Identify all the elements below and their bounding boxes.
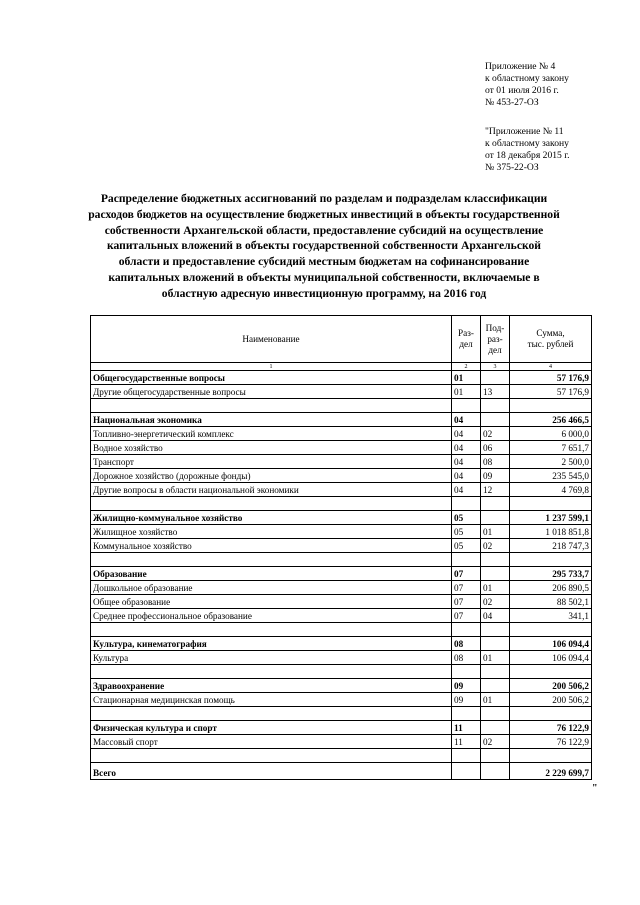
row-podrazdel-cell — [481, 371, 510, 385]
row-name-cell: Культура — [91, 651, 452, 665]
row-razdel-cell: 08 — [452, 651, 481, 665]
row-razdel-cell: 11 — [452, 721, 481, 735]
row-sum-cell: 256 466,5 — [510, 413, 592, 427]
table-row — [91, 693, 592, 707]
row-podrazdel-cell: 01 — [481, 651, 510, 665]
table-row — [91, 469, 592, 483]
row-name-cell: Другие вопросы в области национальной экономики — [91, 483, 452, 497]
row-name-cell: Другие общегосударственные вопросы — [91, 385, 452, 399]
row-razdel-cell: 04 — [452, 455, 481, 469]
table-row — [91, 581, 592, 595]
row-sum-cell: 295 733,7 — [510, 567, 592, 581]
row-sum-cell: 341,1 — [510, 609, 592, 623]
spacer-row — [91, 749, 592, 763]
row-razdel-cell: 07 — [452, 595, 481, 609]
section-row — [91, 679, 592, 693]
table-header-row — [91, 316, 592, 363]
row-razdel-cell: 04 — [452, 469, 481, 483]
row-sum-cell: 2 229 699,7 — [510, 763, 592, 780]
header-podrazdel: Под- раз- дел — [481, 316, 510, 363]
empty-cell — [481, 553, 510, 567]
table-row — [91, 385, 592, 399]
row-razdel-cell: 04 — [452, 483, 481, 497]
row-razdel-cell: 07 — [452, 581, 481, 595]
row-podrazdel-cell — [481, 679, 510, 693]
column-number-row — [91, 363, 592, 371]
spacer-row — [91, 399, 592, 413]
empty-cell — [91, 665, 452, 679]
col-number: 1 — [91, 363, 452, 371]
row-podrazdel-cell: 01 — [481, 693, 510, 707]
row-sum-cell: 200 506,2 — [510, 679, 592, 693]
row-name-cell: Транспорт — [91, 455, 452, 469]
empty-cell — [481, 707, 510, 721]
empty-cell — [452, 497, 481, 511]
row-sum-cell: 106 094,4 — [510, 651, 592, 665]
spacer-row — [91, 553, 592, 567]
spacer-row — [91, 497, 592, 511]
row-podrazdel-cell: 09 — [481, 469, 510, 483]
table-row — [91, 525, 592, 539]
col-number: 2 — [452, 363, 481, 371]
section-row — [91, 511, 592, 525]
row-sum-cell: 76 122,9 — [510, 735, 592, 749]
table-row — [91, 539, 592, 553]
row-name-cell: Массовый спорт — [91, 735, 452, 749]
row-podrazdel-cell — [481, 567, 510, 581]
empty-cell — [481, 665, 510, 679]
empty-cell — [452, 553, 481, 567]
table-row — [91, 609, 592, 623]
row-razdel-cell: 05 — [452, 511, 481, 525]
row-name-cell: Образование — [91, 567, 452, 581]
empty-cell — [510, 623, 592, 637]
empty-cell — [510, 553, 592, 567]
row-razdel-cell: 09 — [452, 693, 481, 707]
row-razdel-cell: 05 — [452, 539, 481, 553]
header-razdel: Раз- дел — [452, 316, 481, 363]
empty-cell — [91, 553, 452, 567]
empty-cell — [481, 623, 510, 637]
section-row — [91, 413, 592, 427]
appendix-line: к областному закону — [485, 73, 569, 84]
section-row — [91, 371, 592, 385]
row-name-cell: Физическая культура и спорт — [91, 721, 452, 735]
table-row — [91, 651, 592, 665]
empty-cell — [452, 749, 481, 763]
row-name-cell: Стационарная медицинская помощь — [91, 693, 452, 707]
row-name-cell: Здравоохранение — [91, 679, 452, 693]
row-razdel-cell: 11 — [452, 735, 481, 749]
row-razdel-cell: 09 — [452, 679, 481, 693]
empty-cell — [481, 399, 510, 413]
row-razdel-cell: 07 — [452, 609, 481, 623]
empty-cell — [91, 749, 452, 763]
header-sum: Сумма, тыс. рублей — [510, 316, 592, 363]
empty-cell — [481, 497, 510, 511]
total-row — [91, 763, 592, 780]
row-razdel-cell: 05 — [452, 525, 481, 539]
appendix-line: № 453-27-ОЗ — [485, 97, 539, 108]
row-name-cell: Дорожное хозяйство (дорожные фонды) — [91, 469, 452, 483]
empty-cell — [452, 707, 481, 721]
row-podrazdel-cell: 02 — [481, 427, 510, 441]
row-podrazdel-cell: 04 — [481, 609, 510, 623]
appendix-line: от 18 декабря 2015 г. — [485, 150, 570, 161]
header-name: Наименование — [91, 316, 452, 363]
section-row — [91, 637, 592, 651]
row-podrazdel-cell: 02 — [481, 735, 510, 749]
row-name-cell: Жилищно-коммунальное хозяйство — [91, 511, 452, 525]
table-row — [91, 441, 592, 455]
row-podrazdel-cell — [481, 413, 510, 427]
row-name-cell: Общегосударственные вопросы — [91, 371, 452, 385]
empty-cell — [510, 665, 592, 679]
row-razdel-cell: 01 — [452, 385, 481, 399]
closing-quote: " — [592, 783, 598, 794]
row-podrazdel-cell: 12 — [481, 483, 510, 497]
row-podrazdel-cell: 13 — [481, 385, 510, 399]
row-podrazdel-cell: 08 — [481, 455, 510, 469]
row-razdel-cell: 07 — [452, 567, 481, 581]
row-sum-cell: 88 502,1 — [510, 595, 592, 609]
row-podrazdel-cell: 02 — [481, 595, 510, 609]
row-sum-cell: 235 545,0 — [510, 469, 592, 483]
row-razdel-cell — [452, 763, 481, 780]
row-name-cell: Дошкольное образование — [91, 581, 452, 595]
row-podrazdel-cell: 01 — [481, 525, 510, 539]
spacer-row — [91, 707, 592, 721]
empty-cell — [91, 623, 452, 637]
empty-cell — [91, 497, 452, 511]
col-number: 4 — [510, 363, 592, 371]
table-row — [91, 483, 592, 497]
row-podrazdel-cell — [481, 637, 510, 651]
section-row — [91, 721, 592, 735]
section-row — [91, 567, 592, 581]
appendix-line: от 01 июля 2016 г. — [485, 85, 559, 96]
row-podrazdel-cell — [481, 721, 510, 735]
appendix-line: № 375-22-ОЗ — [485, 162, 539, 173]
empty-cell — [510, 399, 592, 413]
row-podrazdel-cell — [481, 511, 510, 525]
table-row — [91, 735, 592, 749]
empty-cell — [510, 749, 592, 763]
empty-cell — [510, 497, 592, 511]
empty-cell — [481, 749, 510, 763]
row-name-cell: Всего — [91, 763, 452, 780]
table-row — [91, 595, 592, 609]
row-sum-cell: 57 176,9 — [510, 385, 592, 399]
row-razdel-cell: 04 — [452, 441, 481, 455]
row-sum-cell: 7 651,7 — [510, 441, 592, 455]
row-name-cell: Водное хозяйство — [91, 441, 452, 455]
row-name-cell: Коммунальное хозяйство — [91, 539, 452, 553]
row-sum-cell: 1 018 851,8 — [510, 525, 592, 539]
row-sum-cell: 200 506,2 — [510, 693, 592, 707]
appendix-line: "Приложение № 11 — [485, 126, 564, 137]
row-razdel-cell: 04 — [452, 413, 481, 427]
row-sum-cell: 6 000,0 — [510, 427, 592, 441]
budget-table — [90, 315, 592, 780]
empty-cell — [452, 399, 481, 413]
empty-cell — [510, 707, 592, 721]
row-name-cell: Среднее профессиональное образование — [91, 609, 452, 623]
row-name-cell: Жилищное хозяйство — [91, 525, 452, 539]
empty-cell — [91, 399, 452, 413]
row-sum-cell: 106 094,4 — [510, 637, 592, 651]
row-sum-cell: 4 769,8 — [510, 483, 592, 497]
empty-cell — [452, 623, 481, 637]
col-number: 3 — [481, 363, 510, 371]
spacer-row — [91, 665, 592, 679]
row-podrazdel-cell: 02 — [481, 539, 510, 553]
empty-cell — [91, 707, 452, 721]
row-sum-cell: 206 890,5 — [510, 581, 592, 595]
table-row — [91, 455, 592, 469]
document-title: Распределение бюджетных ассигнований по разделам и подразделам классификации расходов бюджетов на осуществление бюджетных инвестиций в объекты государственной собственности Архангельской области, предоставление субсидий на осуществление капитальных вложений в объекты государственной собственности Архангельской области и предоставление субсидий местным бюджетам на софинансирование капитальных вложений в объекты муниципальной собственности, включаемые в областную адресную инвестиционную программу, на 2016 год — [88, 192, 560, 300]
appendix-header-current — [485, 61, 569, 109]
appendix-line: к областному закону — [485, 138, 569, 149]
row-razdel-cell: 08 — [452, 637, 481, 651]
appendix-line: Приложение № 4 — [485, 61, 556, 72]
row-razdel-cell: 04 — [452, 427, 481, 441]
row-podrazdel-cell — [481, 763, 510, 780]
table-row — [91, 427, 592, 441]
row-podrazdel-cell: 06 — [481, 441, 510, 455]
spacer-row — [91, 623, 592, 637]
appendix-header-original — [485, 126, 570, 174]
empty-cell — [452, 665, 481, 679]
row-name-cell: Национальная экономика — [91, 413, 452, 427]
row-sum-cell: 2 500,0 — [510, 455, 592, 469]
row-name-cell: Общее образование — [91, 595, 452, 609]
row-sum-cell: 1 237 599,1 — [510, 511, 592, 525]
row-podrazdel-cell: 01 — [481, 581, 510, 595]
row-sum-cell: 76 122,9 — [510, 721, 592, 735]
row-sum-cell: 57 176,9 — [510, 371, 592, 385]
row-razdel-cell: 01 — [452, 371, 481, 385]
row-sum-cell: 218 747,3 — [510, 539, 592, 553]
row-name-cell: Культура, кинематография — [91, 637, 452, 651]
row-name-cell: Топливно-энергетический комплекс — [91, 427, 452, 441]
